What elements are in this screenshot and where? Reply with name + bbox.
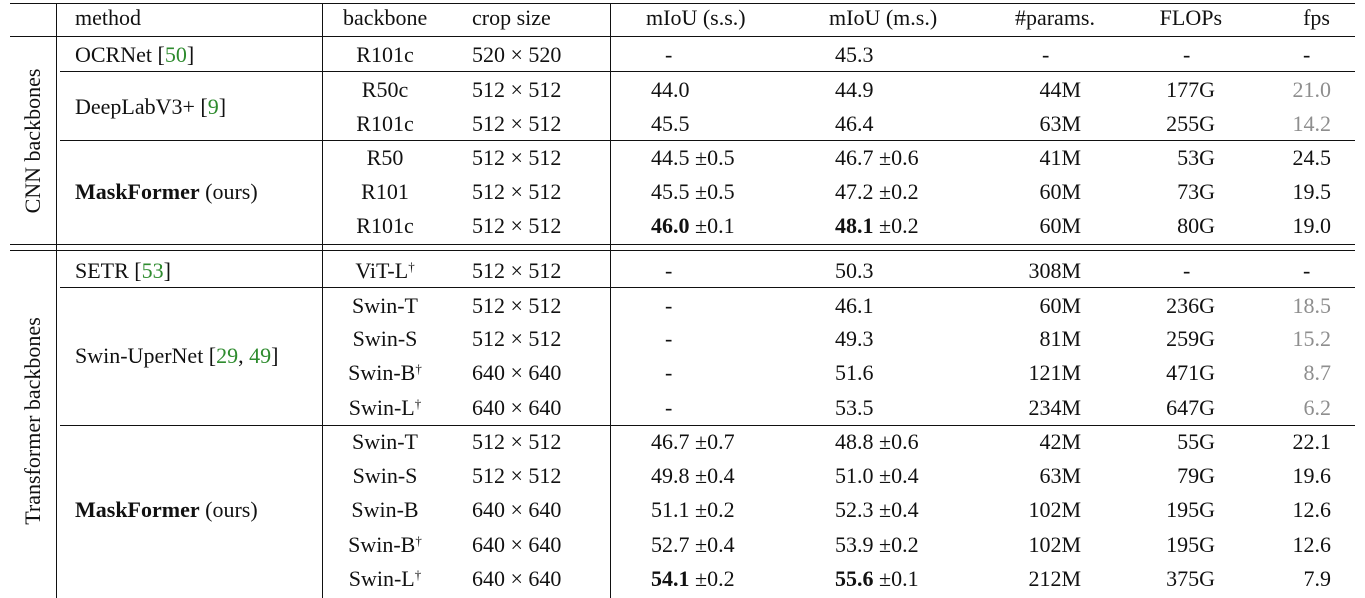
- cell-backbone: [325, 360, 445, 386]
- miou-ms-value: 48.1: [835, 213, 874, 238]
- cell-fps: 22.1: [1292, 429, 1331, 454]
- group-rule-1: [60, 71, 1355, 72]
- cell-miou-ss: [651, 429, 735, 455]
- cell-params: 42M: [1039, 429, 1081, 454]
- cell-crop: 640 × 640: [472, 497, 562, 522]
- citation-link[interactable]: 50: [164, 42, 187, 67]
- col-sep-group: [56, 3, 57, 598]
- backbone-name: Swin-L: [348, 566, 415, 591]
- cell-fps: 24.5: [1292, 145, 1331, 170]
- miou-ss-value: 52.7: [651, 532, 690, 557]
- cell-miou-ms: [835, 111, 874, 137]
- miou-ms-std: ±0.1: [873, 566, 919, 591]
- cell-miou-ms: [835, 258, 874, 284]
- backbone-name: R50c: [361, 77, 409, 102]
- cell-params: 212M: [1028, 566, 1081, 591]
- section-rule-a: [10, 244, 1355, 245]
- dagger-mark: †: [408, 259, 415, 274]
- cell-flops: 73G: [1177, 179, 1215, 204]
- cell-crop: 640 × 640: [472, 360, 562, 385]
- cell-miou-ss: [651, 213, 735, 239]
- dagger-mark: †: [415, 361, 422, 376]
- backbone-name: Swin-S: [352, 463, 418, 488]
- cell-miou-ss: [665, 258, 672, 284]
- cell-miou-ms: [835, 532, 919, 558]
- miou-ms-std: ±0.4: [873, 463, 919, 488]
- cell-miou-ms: [835, 326, 874, 352]
- group-rule-4: [60, 425, 1355, 426]
- cell-backbone: [325, 179, 445, 205]
- cell-miou-ms: [835, 360, 874, 386]
- miou-ss-value: 44.5: [651, 145, 690, 170]
- cell-params: 102M: [1028, 532, 1081, 557]
- miou-ms-value: 46.4: [835, 111, 874, 136]
- miou-ms-std: ±0.6: [873, 145, 919, 170]
- cell-params: 41M: [1039, 145, 1081, 170]
- miou-ss-value: 46.7: [651, 429, 690, 454]
- miou-ss-std: ±0.4: [689, 532, 735, 557]
- cell-miou-ms: [835, 293, 874, 319]
- cell-miou-ss: [665, 360, 672, 386]
- cell-crop: 512 × 512: [472, 77, 562, 102]
- cell-fps: 15.2: [1292, 326, 1331, 351]
- cell-flops: -: [1183, 258, 1191, 283]
- col-sep-crop: [610, 3, 611, 598]
- backbone-name: R101: [361, 179, 409, 204]
- top-rule: [10, 3, 1355, 4]
- cell-flops: 195G: [1166, 532, 1215, 557]
- miou-ss-value: 51.1: [651, 497, 690, 522]
- cell-miou-ms: [835, 42, 874, 68]
- cell-miou-ss: [651, 179, 735, 205]
- method-setr: SETR [53]: [75, 258, 171, 283]
- cell-crop: 520 × 520: [472, 42, 562, 67]
- cell-flops: 259G: [1166, 326, 1215, 351]
- cell-fps: -: [1303, 42, 1311, 67]
- header-method: method: [75, 5, 141, 30]
- backbone-name: R101c: [356, 213, 414, 238]
- miou-ms-std: ±0.2: [873, 179, 919, 204]
- cell-params: 102M: [1028, 497, 1081, 522]
- backbone-name: R101c: [356, 42, 414, 67]
- cell-params: -: [1042, 42, 1050, 67]
- cell-params: 63M: [1039, 111, 1081, 136]
- header-params: #params.: [1014, 5, 1095, 30]
- cell-crop: 512 × 512: [472, 111, 562, 136]
- miou-ms-value: 51.6: [835, 360, 874, 385]
- cell-miou-ms: [835, 497, 919, 523]
- cell-params: 81M: [1039, 326, 1081, 351]
- cell-backbone: [325, 258, 445, 284]
- cell-fps: 6.2: [1303, 395, 1331, 420]
- backbone-name: R50: [366, 145, 404, 170]
- cell-fps: 12.6: [1292, 497, 1331, 522]
- miou-ms-value: 49.3: [835, 326, 874, 351]
- backbone-name: Swin-B: [348, 532, 416, 557]
- header-backbone: backbone: [343, 5, 428, 30]
- cell-fps: 19.6: [1292, 463, 1331, 488]
- cell-miou-ss: [651, 111, 690, 137]
- cell-backbone: [325, 293, 445, 319]
- cell-params: 234M: [1028, 395, 1081, 420]
- cell-flops: 236G: [1166, 293, 1215, 318]
- cell-backbone: [325, 566, 445, 592]
- cell-backbone: [325, 145, 445, 171]
- group-label-cnn: CNN backbones: [20, 68, 45, 214]
- cell-flops: -: [1183, 42, 1191, 67]
- miou-ss-value: 45.5: [651, 179, 690, 204]
- cell-flops: 255G: [1166, 111, 1215, 136]
- miou-ms-std: ±0.2: [873, 213, 919, 238]
- cell-miou-ms: [835, 566, 919, 592]
- miou-ss-value: -: [665, 395, 673, 420]
- cell-fps: 14.2: [1292, 111, 1331, 136]
- miou-ss-value: 45.5: [651, 111, 690, 136]
- cell-flops: 195G: [1166, 497, 1215, 522]
- cell-fps: 19.5: [1292, 179, 1331, 204]
- miou-ss-value: -: [665, 326, 673, 351]
- cell-fps: 18.5: [1292, 293, 1331, 318]
- cell-miou-ms: [835, 213, 919, 239]
- backbone-name: Swin-B: [351, 497, 419, 522]
- cell-miou-ms: [835, 429, 919, 455]
- miou-ms-value: 50.3: [835, 258, 874, 283]
- miou-ms-value: 46.7: [835, 145, 874, 170]
- cell-crop: 512 × 512: [472, 179, 562, 204]
- cell-crop: 512 × 512: [472, 145, 562, 170]
- cell-params: 308M: [1028, 258, 1081, 283]
- cell-miou-ss: [651, 77, 690, 103]
- backbone-name: Swin-B: [348, 360, 416, 385]
- cell-backbone: [325, 77, 445, 103]
- cell-flops: 55G: [1177, 429, 1215, 454]
- miou-ms-value: 53.5: [835, 395, 874, 420]
- cell-params: 121M: [1028, 360, 1081, 385]
- cell-miou-ss: [665, 395, 672, 421]
- miou-ss-std: ±0.5: [689, 145, 735, 170]
- cell-params: 63M: [1039, 463, 1081, 488]
- cell-miou-ms: [835, 179, 919, 205]
- cell-backbone: [325, 497, 445, 523]
- cell-params: 60M: [1039, 179, 1081, 204]
- citation-link[interactable]: 53: [141, 258, 164, 283]
- section-rule-b: [10, 250, 1355, 251]
- method-maskformer-cnn: MaskFormer (ours): [75, 179, 258, 204]
- cell-crop: 512 × 512: [472, 258, 562, 283]
- cell-crop: 640 × 640: [472, 566, 562, 591]
- cell-backbone: [325, 532, 445, 558]
- miou-ms-value: 53.9: [835, 532, 874, 557]
- miou-ss-std: ±0.4: [689, 463, 735, 488]
- cell-params: 44M: [1039, 77, 1081, 102]
- cell-params: 60M: [1039, 213, 1081, 238]
- miou-ss-std: ±0.1: [689, 213, 735, 238]
- miou-ms-value: 55.6: [835, 566, 874, 591]
- method-swin-upernet: Swin-UperNet [29, 49]: [75, 343, 279, 368]
- miou-ms-std: ±0.2: [873, 532, 919, 557]
- miou-ms-std: ±0.4: [873, 497, 919, 522]
- miou-ss-value: 44.0: [651, 77, 690, 102]
- miou-ms-value: 48.8: [835, 429, 874, 454]
- header-flops: FLOPs: [1159, 5, 1222, 30]
- cell-backbone: [325, 395, 445, 421]
- cell-miou-ms: [835, 395, 874, 421]
- cell-fps: 21.0: [1292, 77, 1331, 102]
- miou-ss-std: ±0.7: [689, 429, 735, 454]
- dagger-mark: †: [415, 533, 422, 548]
- backbone-name: R101c: [356, 111, 414, 136]
- cell-backbone: [325, 213, 445, 239]
- backbone-name: Swin-T: [352, 293, 418, 318]
- miou-ms-value: 52.3: [835, 497, 874, 522]
- cell-fps: -: [1303, 258, 1311, 283]
- citation-link[interactable]: 9: [207, 94, 219, 119]
- miou-ss-std: ±0.5: [689, 179, 735, 204]
- cell-backbone: [325, 463, 445, 489]
- cell-fps: 7.9: [1303, 566, 1331, 591]
- cell-backbone: [325, 326, 445, 352]
- cell-params: 60M: [1039, 293, 1081, 318]
- cell-miou-ss: [651, 532, 735, 558]
- miou-ms-value: 46.1: [835, 293, 874, 318]
- cell-flops: 79G: [1177, 463, 1215, 488]
- dagger-mark: †: [414, 396, 422, 411]
- citation-link[interactable]: 49: [249, 343, 272, 368]
- cell-flops: 53G: [1177, 145, 1215, 170]
- cell-crop: 512 × 512: [472, 293, 562, 318]
- header-rule: [10, 36, 1355, 37]
- miou-ms-value: 51.0: [835, 463, 874, 488]
- header-miou-ms: mIoU (m.s.): [829, 5, 938, 30]
- miou-ss-value: -: [665, 42, 673, 67]
- miou-ss-value: -: [665, 258, 673, 283]
- cell-fps: 19.0: [1292, 213, 1331, 238]
- cell-fps: 8.7: [1303, 360, 1331, 385]
- group-rule-3: [60, 287, 1355, 288]
- miou-ms-value: 47.2: [835, 179, 874, 204]
- cell-backbone: [325, 42, 445, 68]
- cell-flops: 375G: [1166, 566, 1215, 591]
- cell-flops: 177G: [1166, 77, 1215, 102]
- cell-miou-ms: [835, 77, 874, 103]
- miou-ms-value: 44.9: [835, 77, 874, 102]
- citation-link[interactable]: 29: [216, 343, 239, 368]
- method-maskformer-transformer: MaskFormer (ours): [75, 497, 258, 522]
- cell-crop: 640 × 640: [472, 532, 562, 557]
- cell-miou-ss: [665, 293, 672, 319]
- backbone-name: Swin-L: [348, 395, 415, 420]
- backbone-name: Swin-T: [352, 429, 418, 454]
- cell-crop: 512 × 512: [472, 429, 562, 454]
- cell-flops: 80G: [1177, 213, 1215, 238]
- cell-fps: 12.6: [1292, 532, 1331, 557]
- miou-ss-value: -: [665, 360, 673, 385]
- miou-ms-value: 45.3: [835, 42, 874, 67]
- cell-crop: 512 × 512: [472, 326, 562, 351]
- cell-crop: 512 × 512: [472, 463, 562, 488]
- miou-ms-std: ±0.6: [873, 429, 919, 454]
- header-fps: fps: [1303, 5, 1330, 30]
- miou-ss-value: -: [665, 293, 673, 318]
- cell-miou-ss: [665, 42, 672, 68]
- miou-ss-std: ±0.2: [689, 497, 735, 522]
- cell-backbone: [325, 429, 445, 455]
- dagger-mark: †: [414, 567, 422, 582]
- cell-crop: 512 × 512: [472, 213, 562, 238]
- method-deeplab: DeepLabV3+ [9]: [75, 94, 227, 119]
- backbone-name: Swin-S: [352, 326, 418, 351]
- cell-miou-ss: [665, 326, 672, 352]
- group-label-transformer: Transformer backbones: [20, 317, 45, 525]
- cell-crop: 640 × 640: [472, 395, 562, 420]
- header-crop: crop size: [472, 5, 551, 30]
- miou-ss-std: ±0.2: [689, 566, 735, 591]
- cell-miou-ss: [651, 497, 735, 523]
- cell-miou-ss: [651, 145, 735, 171]
- miou-ss-value: 49.8: [651, 463, 690, 488]
- col-sep-method: [322, 3, 323, 598]
- miou-ss-value: 54.1: [651, 566, 690, 591]
- cell-miou-ss: [651, 566, 735, 592]
- group-rule-2: [60, 140, 1355, 141]
- cell-backbone: [325, 111, 445, 137]
- cell-miou-ms: [835, 145, 919, 171]
- cell-flops: 647G: [1166, 395, 1215, 420]
- cell-miou-ss: [651, 463, 735, 489]
- backbone-name: ViT-L: [355, 258, 409, 283]
- method-ocrnet: OCRNet [50]: [75, 42, 195, 67]
- header-miou-ss: mIoU (s.s.): [646, 5, 746, 30]
- miou-ss-value: 46.0: [651, 213, 690, 238]
- cell-flops: 471G: [1166, 360, 1215, 385]
- cell-miou-ms: [835, 463, 919, 489]
